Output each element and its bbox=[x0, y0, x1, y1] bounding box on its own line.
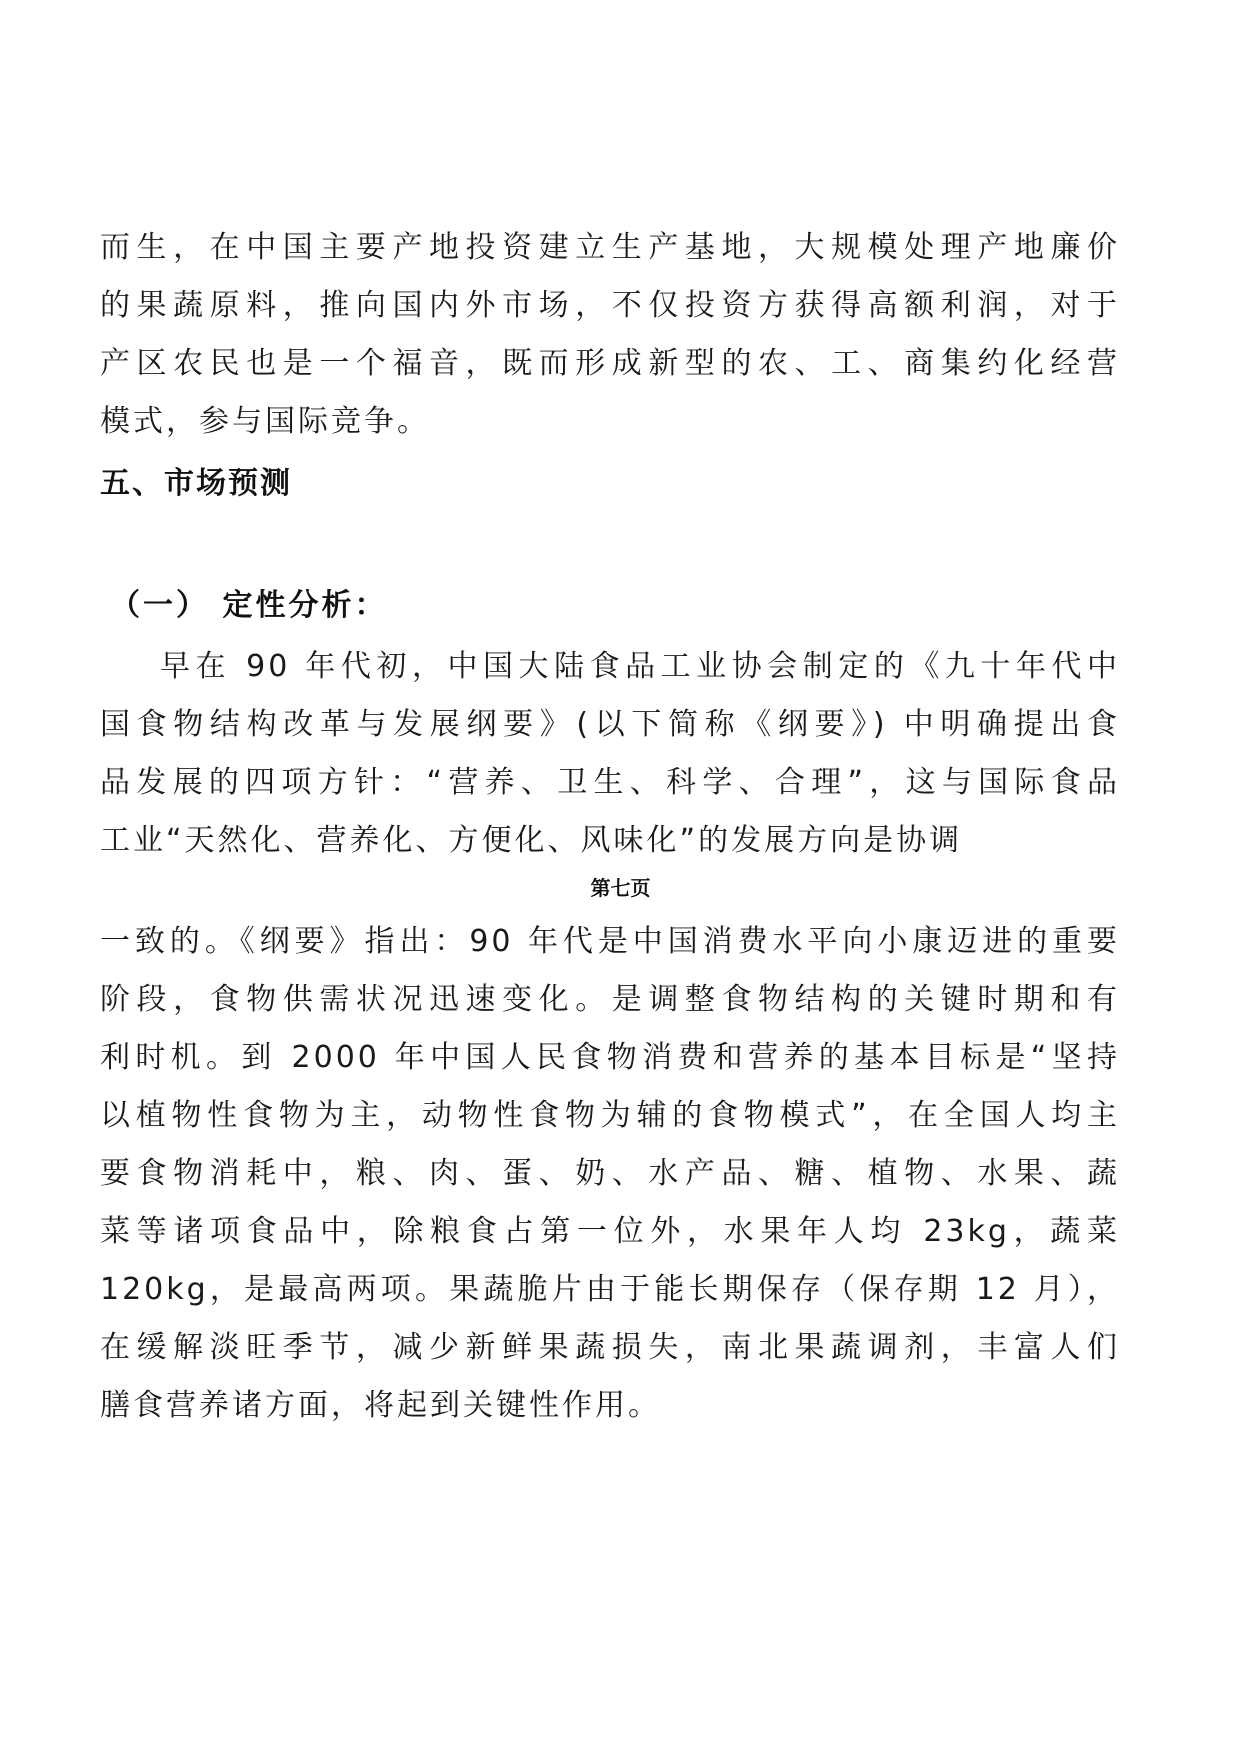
section-heading: 五、市场预测 bbox=[100, 466, 292, 501]
paragraph-line: 以植物性食物为主，动物性食物为辅的食物模式”，在全国人均主 bbox=[100, 1098, 1120, 1133]
paragraph-line: 的果蔬原料，推向国内外市场，不仅投资方获得高额利润，对于 bbox=[100, 288, 1120, 323]
paragraph-line: 膳食营养诸方面，将起到关键性作用。 bbox=[100, 1388, 661, 1423]
paragraph-line: 阶段，食物供需状况迅速变化。是调整食物结构的关键时期和有 bbox=[100, 982, 1120, 1017]
paragraph-line: 模式，参与国际竞争。 bbox=[100, 404, 430, 439]
paragraph-line: 工业“天然化、营养化、方便化、风味化”的发展方向是协调 bbox=[100, 823, 963, 858]
page-number-label: 第七页 bbox=[590, 876, 651, 900]
paragraph-line: 早在 90 年代初，中国大陆食品工业协会制定的《九十年代中 bbox=[160, 649, 1120, 684]
paragraph-line: 菜等诸项食品中，除粮食占第一位外，水果年人均 23kg，蔬菜 bbox=[100, 1214, 1120, 1249]
paragraph-line: 一致的。《纲要》指出：90 年代是中国消费水平向小康迈进的重要 bbox=[100, 924, 1120, 959]
paragraph-line: 要食物消耗中，粮、肉、蛋、奶、水产品、糖、植物、水果、蔬 bbox=[100, 1156, 1120, 1191]
paragraph-line: 利时机。到 2000 年中国人民食物消费和营养的基本目标是“坚持 bbox=[100, 1040, 1120, 1075]
paragraph-line: 国食物结构改革与发展纲要》(以下简称《纲要》) 中明确提出食 bbox=[100, 707, 1120, 742]
paragraph-line: 品发展的四项方针：“营养、卫生、科学、合理”，这与国际食品 bbox=[100, 765, 1120, 800]
paragraph-line: 120kg，是最高两项。果蔬脆片由于能长期保存（保存期 12 月）， bbox=[100, 1272, 1120, 1307]
paragraph-line: 产区农民也是一个福音，既而形成新型的农、工、商集约化经营 bbox=[100, 346, 1120, 381]
subsection-heading: （一） 定性分析： bbox=[110, 588, 388, 623]
paragraph-line: 在缓解淡旺季节，减少新鲜果蔬损失，南北果蔬调剂，丰富人们 bbox=[100, 1330, 1120, 1365]
paragraph-line: 而生，在中国主要产地投资建立生产基地，大规模处理产地廉价 bbox=[100, 230, 1120, 265]
